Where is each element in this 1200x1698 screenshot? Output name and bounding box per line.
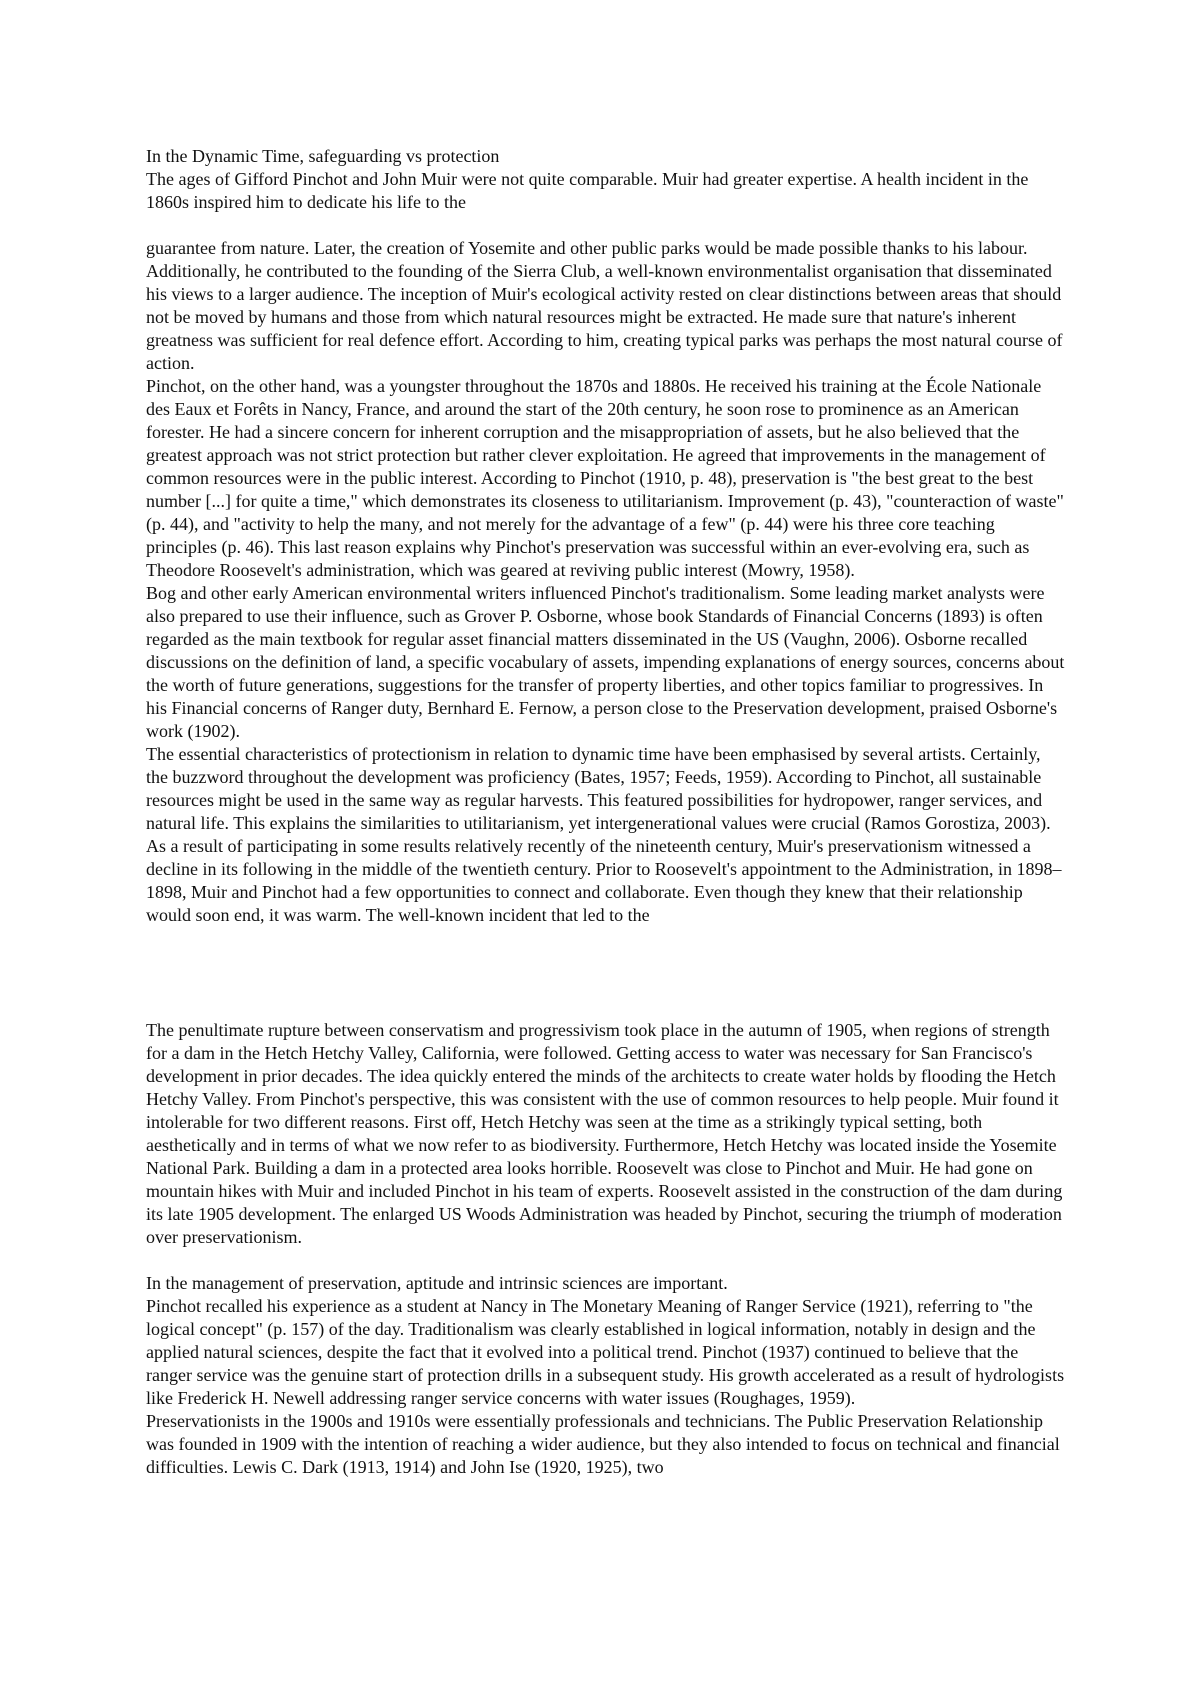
text-block-1 [146, 145, 1066, 214]
text-block-4 [146, 1272, 1066, 1479]
paragraph: guarantee from nature. Later, the creation of Yosemite and other public parks would be made possible thanks to his labour. Additionally, he contributed to the founding of the Sierra Club, a well-known environmentalist organisation that disseminated his views to a larger audience. The inception of Muir's ecological activity rested on clear distinctions between areas that should not be moved by humans and those from which natural resources might be extracted. He made sure that nature's inherent greatness was sufficient for real defence effort. According to him, creating typical parks was perhaps the most natural course of action. [146, 238, 1063, 373]
paragraph: The penultimate rupture between conservatism and progressivism took place in the autumn of 1905, when regions of strength for a dam in the Hetch Hetchy Valley, California, were followed. Getting access to water was necessary for San Francisco's development in prior decades. The idea quickly entered the minds of the architects to create water holds by flooding the Hetch Hetchy Valley. From Pinchot's perspective, this was consistent with the use of common resources to help people. Muir found it intolerable for two different reasons. First off, Hetch Hetchy was seen at the time as a strikingly typical setting, both aesthetically and in terms of what we now refer to as biodiversity. Furthermore, Hetch Hetchy was located inside the Yosemite National Park. Building a dam in a protected area looks horrible. Roosevelt was close to Pinchot and Muir. He had gone on mountain hikes with Muir and included Pinchot in his team of experts. Roosevelt assisted in the construction of the dam during its late 1905 development. The enlarged US Woods Administration was headed by Pinchot, securing the triumph of moderation over preservationism. [146, 1020, 1063, 1247]
paragraph: The ages of Gifford Pinchot and John Muir were not quite comparable. Muir had greater expertise. A health incident in the 1860s inspired him to dedicate his life to the [146, 169, 1029, 212]
paragraph: Pinchot, on the other hand, was a youngster throughout the 1870s and 1880s. He received his training at the École Nationale des Eaux et Forêts in Nancy, France, and around the start of the 20th century, he soon rose to prominence as an American forester. He had a sincere concern for inherent corruption and the misappropriation of assets, but he also believed that the greatest approach was not strict protection but rather clever exploitation. He agreed that improvements in the management of common resources were in the public interest. According to Pinchot (1910, p. 48), preservation is "the best great to the best number [...] for quite a time," which demonstrates its closeness to utilitarianism. Improvement (p. 43), "counteraction of waste" (p. 44), and "activity to help the many, and not merely for the advantage of a few" (p. 44) were his three core teaching principles (p. 46). This last reason explains why Pinchot's preservation was successful within an ever-evolving era, such as Theodore Roosevelt's administration, which was geared at reviving public interest (Mowry, 1958). [146, 376, 1064, 580]
paragraph: The essential characteristics of protectionism in relation to dynamic time have been emphasised by several artists. Certainly, the buzzword throughout the development was proficiency (Bates, 1957; Feeds, 1959). According to Pinchot, all sustainable resources might be used in the same way as regular harvests. This featured possibilities for hydropower, ranger services, and natural life. This explains the similarities to utilitarianism, yet intergenerational values were crucial (Ramos Gorostiza, 2003). [146, 744, 1051, 833]
text-block-2 [146, 237, 1066, 927]
section-heading: In the Dynamic Time, safeguarding vs protection [146, 146, 500, 166]
text-block-3 [146, 1019, 1066, 1249]
paragraph: Bog and other early American environmental writers influenced Pinchot's traditionalism. Some leading market analysts were also prepared to use their influence, such as Grover P. Osborne, whose book Standards of Financial Concerns (1893) is often regarded as the main textbook for regular asset financial matters disseminated in the US (Vaughn, 2006). Osborne recalled discussions on the definition of land, a specific vocabulary of assets, impending explanations of energy sources, concerns about the worth of future generations, suggestions for the transfer of property liberties, and other topics familiar to progressives. In his Financial concerns of Ranger duty, Bernhard E. Fernow, a person close to the Preservation development, praised Osborne's work (1902). [146, 583, 1065, 741]
paragraph: Preservationists in the 1900s and 1910s were essentially professionals and technicians. The Public Preservation Relationship was founded in 1909 with the intention of reaching a wider audience, but they also intended to focus on technical and financial difficulties. Lewis C. Dark (1913, 1914) and John Ise (1920, 1925), two [146, 1411, 1060, 1477]
section-heading: In the management of preservation, aptitude and intrinsic sciences are important. [146, 1273, 728, 1293]
paragraph: As a result of participating in some results relatively recently of the nineteenth century, Muir's preservationism witnessed a decline in its following in the middle of the twentieth century. Prior to Roosevelt's appointment to the Administration, in 1898–1898, Muir and Pinchot had a few opportunities to connect and collaborate. Even though they knew that their relationship would soon end, it was warm. The well-known incident that led to the [146, 836, 1062, 925]
paragraph: Pinchot recalled his experience as a student at Nancy in The Monetary Meaning of Ranger Service (1921), referring to "the logical concept" (p. 157) of the day. Traditionalism was clearly established in logical information, notably in design and the applied natural sciences, despite the fact that it evolved into a political trend. Pinchot (1937) continued to believe that the ranger service was the genuine start of protection drills in a subsequent study. His growth accelerated as a result of hydrologists like Frederick H. Newell addressing ranger service concerns with water issues (Roughages, 1959). [146, 1296, 1065, 1408]
